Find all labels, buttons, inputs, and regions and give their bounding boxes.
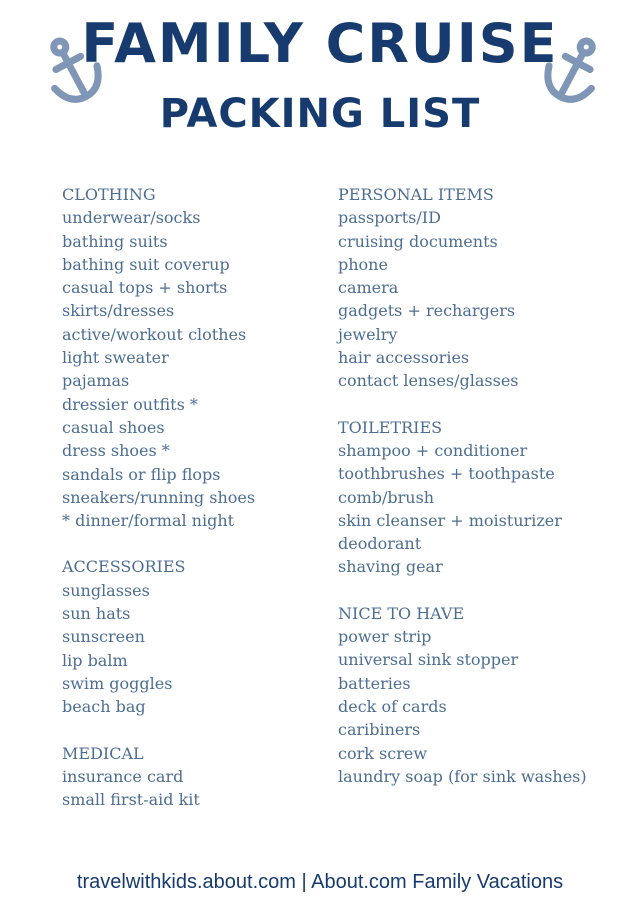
page-subtitle: PACKING LIST <box>159 91 481 137</box>
list-item: contact lenses/glasses <box>338 371 519 391</box>
list-item: jewelry <box>338 324 398 344</box>
section-heading: TOILETRIES <box>338 417 443 437</box>
section-nice-to-have <box>338 602 587 788</box>
list-item: lip balm <box>62 650 128 670</box>
list-item: active/workout clothes <box>62 324 247 344</box>
list-item: camera <box>338 278 399 298</box>
list-item: light sweater <box>62 348 169 368</box>
list-item: pajamas <box>62 371 130 391</box>
checklist <box>62 765 255 812</box>
list-item: sandals or flip flops <box>62 464 221 484</box>
footer-credit: travelwithkids.about.com | About.com Family Vacations <box>76 871 564 893</box>
page-title: FAMILY CRUISE <box>81 12 559 75</box>
list-item: comb/brush <box>338 487 435 507</box>
checklist <box>338 439 587 579</box>
list-item: skin cleanser + moisturizer <box>338 510 562 530</box>
list-item: power strip <box>338 627 432 647</box>
list-item: casual tops + shorts <box>62 278 228 298</box>
right-column <box>338 183 587 811</box>
list-item: passports/ID <box>338 208 441 228</box>
list-item: underwear/socks <box>62 208 201 228</box>
section-toiletries <box>338 416 587 579</box>
list-item: gadgets + rechargers <box>338 301 516 321</box>
checklist <box>62 206 255 532</box>
list-item: sun hats <box>62 604 131 624</box>
section-heading: CLOTHING <box>62 185 156 204</box>
list-item: sunglasses <box>62 580 150 600</box>
list-item: bathing suits <box>62 231 168 251</box>
list-item: bathing suit coverup <box>62 254 230 274</box>
section-heading: ACCESSORIES <box>62 557 186 577</box>
list-item: shampoo + conditioner <box>338 440 528 460</box>
list-item: caribiners <box>338 720 421 740</box>
list-item: laundry soap (for sink washes) <box>338 766 587 786</box>
list-item: sunscreen <box>62 627 145 647</box>
section-heading: PERSONAL ITEMS <box>338 185 494 204</box>
list-item: dressier outfits * <box>62 394 198 414</box>
list-item: shaving gear <box>338 557 443 577</box>
list-item: cruising documents <box>338 231 498 251</box>
list-item: deck of cards <box>338 696 447 716</box>
list-item: sneakers/running shoes <box>62 487 256 507</box>
list-item: swim goggles <box>62 673 173 693</box>
list-item: skirts/dresses <box>62 301 175 321</box>
list-item: cork screw <box>338 743 428 763</box>
checklist <box>62 579 255 719</box>
list-item: insurance card <box>62 766 184 786</box>
list-item: * dinner/formal night <box>62 511 235 531</box>
section-clothing <box>62 183 255 532</box>
list-item: universal sink stopper <box>338 650 519 670</box>
list-item: toothbrushes + toothpaste <box>338 464 555 484</box>
list-item: beach bag <box>62 697 146 717</box>
section-personal-items <box>338 183 587 393</box>
section-medical <box>62 742 255 812</box>
left-column <box>62 183 255 834</box>
list-item: small first-aid kit <box>62 790 200 810</box>
list-item: phone <box>338 254 388 274</box>
list-item: batteries <box>338 673 411 693</box>
list-item: dress shoes * <box>62 441 170 461</box>
section-heading: MEDICAL <box>62 743 144 763</box>
checklist <box>338 206 587 392</box>
list-item: hair accessories <box>338 348 470 368</box>
list-item: deodorant <box>338 534 422 554</box>
list-item: casual shoes <box>62 417 165 437</box>
checklist <box>338 625 587 788</box>
section-accessories <box>62 555 255 718</box>
section-heading: NICE TO HAVE <box>338 603 465 623</box>
